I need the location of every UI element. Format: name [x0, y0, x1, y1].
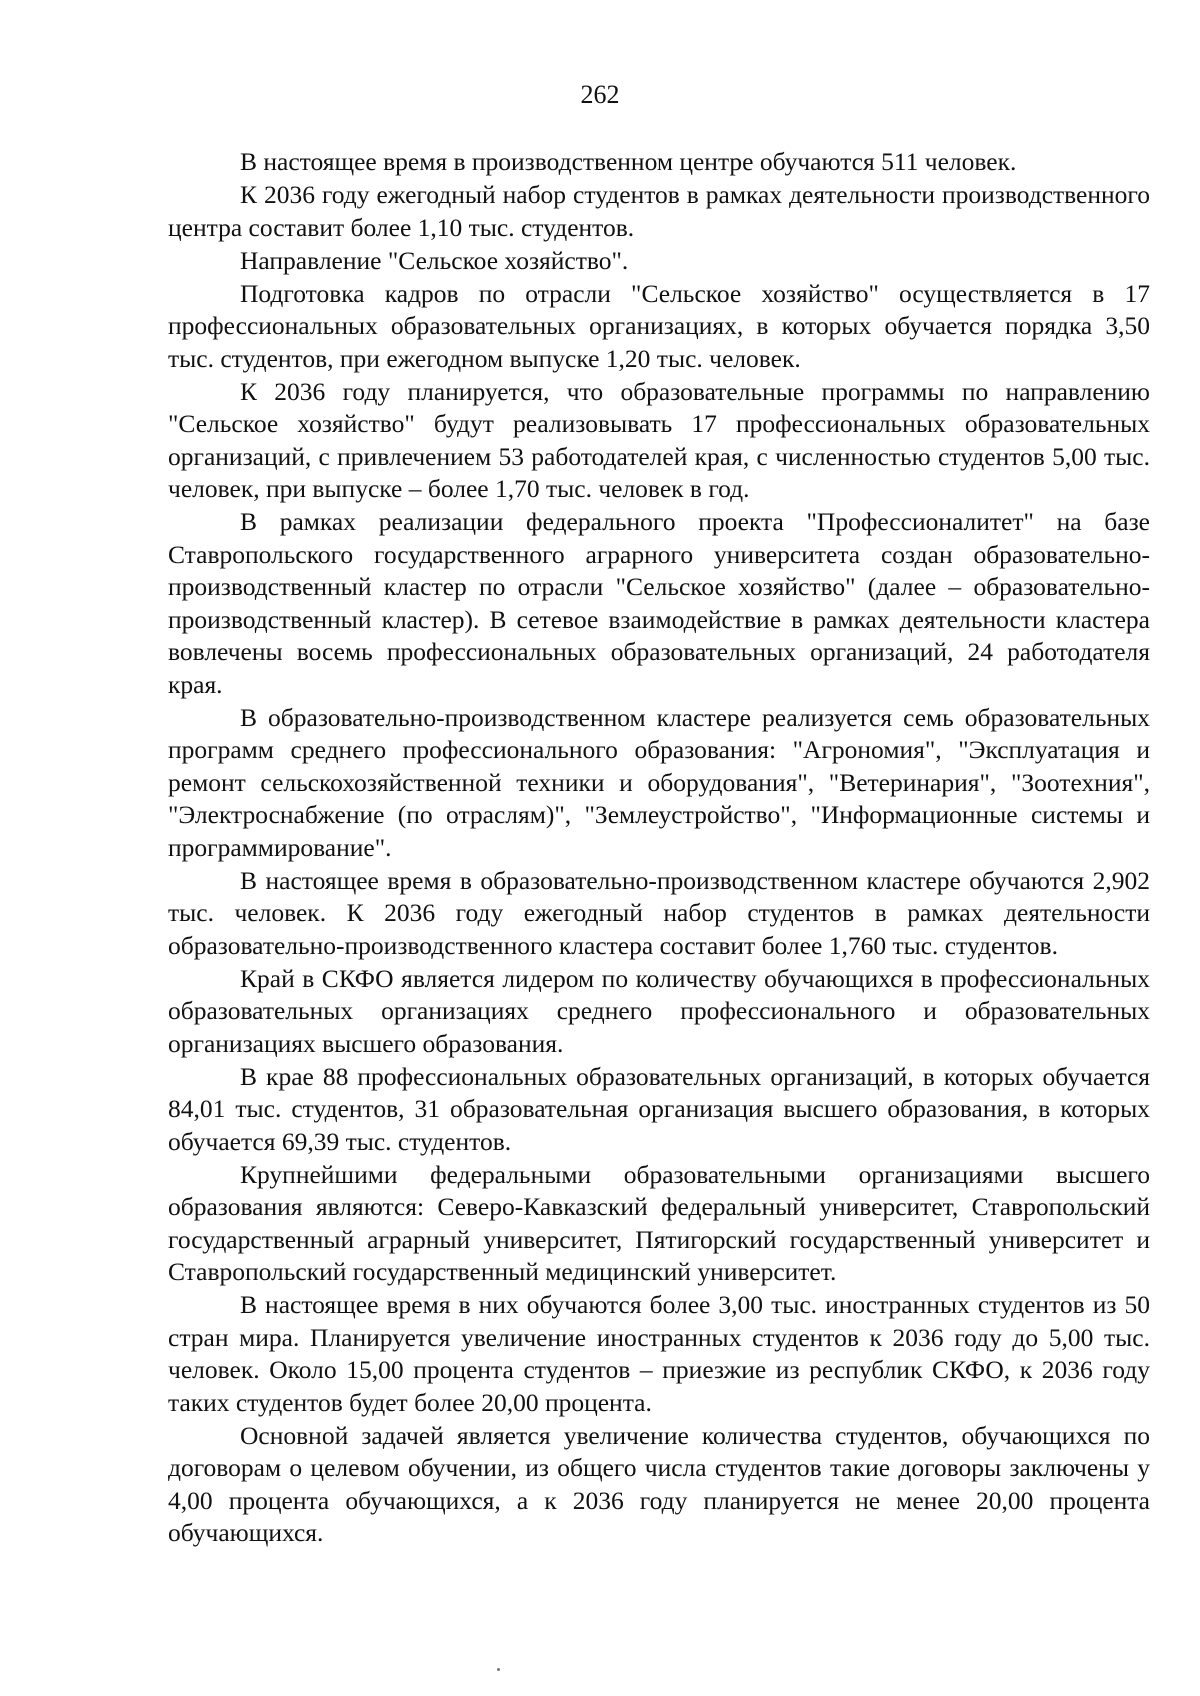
paragraph: К 2036 году планируется, что образовательные программы по направлению "Сельское хозяйство" будут реализовывать 17 профессиональных образовательных организаций, с привлечением 53 работодателей края, с численностью студентов 5,00 тыс. человек, при выпуске – более 1,70 тыс. человек в год.	[168, 376, 1150, 503]
paragraph: К 2036 году ежегодный набор студентов в рамках деятельности производственного центра составит более 1,10 тыс. студентов.	[168, 180, 1150, 242]
body-text	[168, 146, 1150, 1550]
page-number: 262	[580, 80, 620, 109]
paragraph: В крае 88 профессиональных образовательных организаций, в которых обучается 84,01 тыс. студентов, 31 образовательная организация высшего образования, в которых обучается 69,39 тыс. студентов.	[168, 1061, 1150, 1156]
scan-speck	[497, 1668, 500, 1671]
paragraph: В настоящее время в образовательно-производственном кластере обучаются 2,902 тыс. человек. К 2036 году ежегодный набор студентов в рамках деятельности образовательно-производственного кластера составит более 1,760 тыс. студентов.	[168, 865, 1150, 960]
paragraph: В настоящее время в производственном центре обучаются 511 человек.	[240, 147, 1017, 176]
paragraph: Край в СКФО является лидером по количеству обучающихся в профессиональных образовательных организациях среднего профессионального и образовательных организациях высшего образования.	[168, 963, 1150, 1058]
paragraph: В настоящее время в них обучаются более 3,00 тыс. иностранных студентов из 50 стран мира. Планируется увеличение иностранных студентов к 2036 году до 5,00 тыс. человек. Около 15,00 процента студентов – приезжие из республик СКФО, к 2036 году таких студентов будет более 20,00 процента.	[168, 1290, 1150, 1417]
paragraph: Крупнейшими федеральными образовательными организациями высшего образования являются: Северо-Кавказский федеральный университет, Ставропольский государственный аграрный университет, Пятигорский государственный университет и Ставропольский государственный медицинский университет.	[168, 1159, 1150, 1286]
paragraph: Направление "Сельское хозяйство".	[240, 245, 629, 275]
paragraph: Подготовка кадров по отрасли "Сельское хозяйство" осуществляется в 17 профессиональных образовательных организациях, в которых обучается порядка 3,50 тыс. студентов, при ежегодном выпуске 1,20 тыс. человек.	[168, 278, 1150, 373]
paragraph: В образовательно-производственном кластере реализуется семь образовательных программ среднего профессионального образования: "Агрономия", "Эксплуатация и ремонт сельскохозяйственной техники и оборудования", "Ветеринария", "Зоотехния", "Электроснабжение (по отраслям)", "Землеустройство", "Информационные системы и программирование".	[168, 702, 1150, 862]
paragraph: Основной задачей является увеличение количества студентов, обучающихся по договорам о целевом обучении, из общего числа студентов такие договоры заключены у 4,00 процента обучающихся, а к 2036 году планируется не менее 20,00 процента обучающихся.	[168, 1420, 1150, 1547]
paragraph: В рамках реализации федерального проекта "Профессионалитет" на базе Ставропольского государственного аграрного университета создан образовательно-производственный кластер по отрасли "Сельское хозяйство" (далее – образовательно-производственный кластер). В сетевое взаимодействие в рамках деятельности кластера вовлечены восемь профессиональных образовательных организаций, 24 работодателя края.	[168, 507, 1150, 699]
